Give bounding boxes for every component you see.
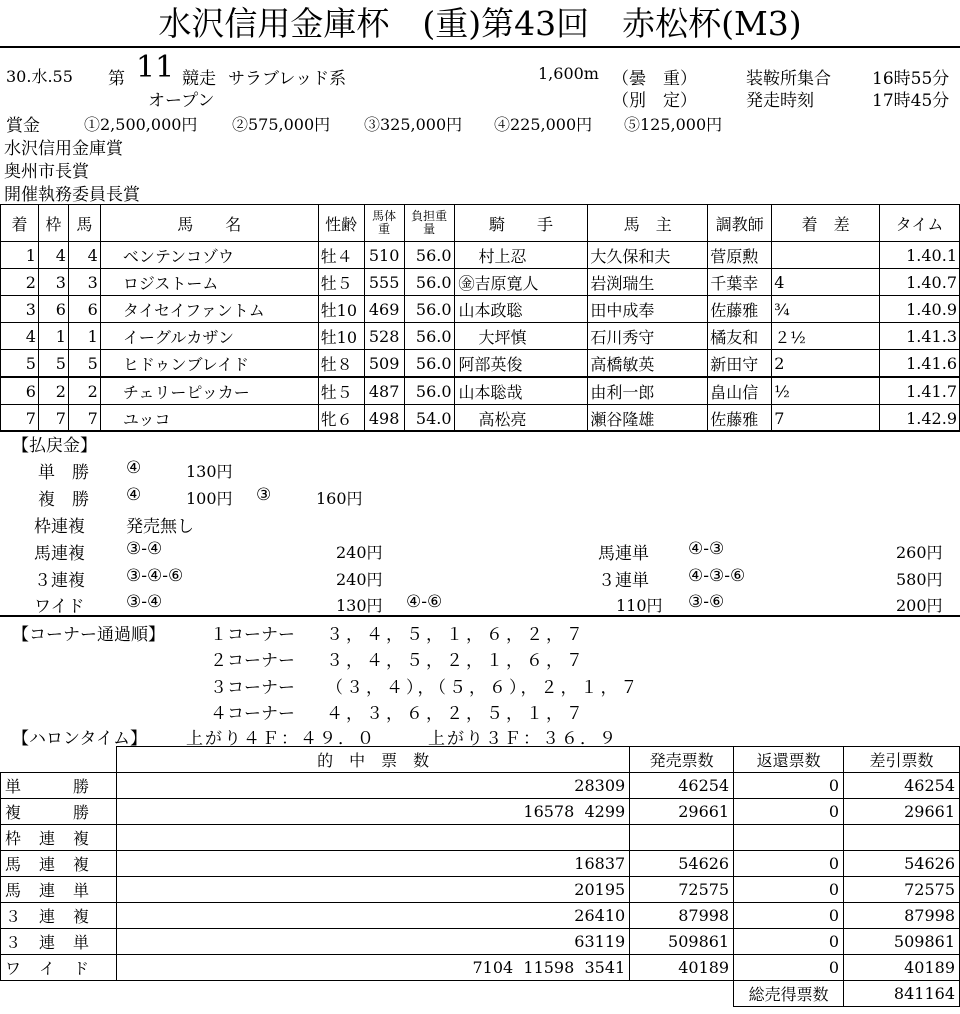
sanren-fuku-amount: 240円: [336, 570, 383, 589]
result-horse-weight: 498: [364, 405, 404, 432]
results-header-row: [1, 205, 960, 242]
votes-header-refund: 返還票数: [734, 747, 844, 773]
header-time: タイム: [879, 205, 959, 242]
votes-hit: 20195: [116, 877, 629, 903]
result-kinryo: 56.0: [404, 296, 454, 323]
votes-refund: 0: [734, 955, 844, 981]
votes-hit: 7104 11598 3541: [116, 955, 629, 981]
result-jockey: 阿部英俊: [454, 350, 588, 378]
result-sex-age: 牡５: [318, 269, 364, 296]
votes-bet-type: ３ 連 複: [1, 903, 117, 929]
result-trainer: 佐藤雅: [708, 296, 772, 323]
assembly-label: 装鞍所集合: [746, 69, 831, 89]
votes-refund: 0: [734, 929, 844, 955]
result-uma: 5: [68, 350, 100, 378]
umaren-tan-label: 馬連単: [598, 544, 649, 564]
result-time: 1.40.1: [879, 242, 959, 269]
result-uma: 1: [68, 323, 100, 350]
votes-sold: 509861: [630, 929, 734, 955]
result-trainer: 畠山信: [708, 377, 772, 405]
votes-refund: 0: [734, 851, 844, 877]
votes-sold: 40189: [630, 955, 734, 981]
votes-net: [844, 825, 960, 851]
votes-corner-cell: [1, 747, 117, 773]
corner-2-order: ３，４，５，２，１，６，７: [326, 651, 586, 671]
assembly-time: 16時55分: [872, 69, 950, 89]
corner-3-name: ３コーナー: [210, 678, 295, 698]
result-horse-name: ヒドゥンブレイド: [100, 350, 318, 378]
result-owner: 大久保和夫: [588, 242, 708, 269]
result-sex-age: 牡５: [318, 377, 364, 405]
result-owner: 石川秀守: [588, 323, 708, 350]
result-horse-name: ベンテンコゾウ: [100, 242, 318, 269]
result-jockey: ㊎吉原寛人: [454, 269, 588, 296]
result-kinryo: 56.0: [404, 377, 454, 405]
table-row: [1, 903, 960, 929]
award-2: 奥州市長賞: [4, 162, 89, 182]
votes-hit: 26410: [116, 903, 629, 929]
header-pos: 着: [1, 205, 39, 242]
table-row: [1, 405, 960, 432]
award-1: 水沢信用金庫賞: [4, 139, 123, 159]
result-pos: 1: [1, 242, 39, 269]
result-waku: 5: [38, 350, 68, 378]
race-kyoso: 競走: [182, 69, 216, 89]
table-row: [1, 242, 960, 269]
umaren-fuku-amount: 240円: [336, 543, 383, 562]
result-owner: 岩渕瑞生: [588, 269, 708, 296]
fukusho-combo-2: ③: [256, 485, 272, 505]
umaren-fuku-label: 馬連複: [34, 544, 85, 564]
result-time: 1.41.7: [879, 377, 959, 405]
award-3: 開催執務委員長賞: [4, 185, 140, 205]
table-row: [1, 929, 960, 955]
votes-total-row: [1, 981, 960, 1007]
wide-combo-3: ③-⑥: [688, 592, 725, 612]
table-row: [1, 269, 960, 296]
tansho-label: 単 勝: [38, 463, 89, 483]
votes-bet-type: 単 勝: [1, 773, 117, 799]
race-class: オープン: [148, 91, 215, 111]
header-jockey: 騎 手: [454, 205, 588, 242]
result-horse-name: タイセイファントム: [100, 296, 318, 323]
prize-3: ③325,000円: [364, 115, 463, 134]
result-trainer: 佐藤雅: [708, 405, 772, 432]
result-sex-age: 牡４: [318, 242, 364, 269]
race-weight-rule: （別 定）: [612, 91, 697, 111]
sanren-tan-label: ３連単: [598, 571, 649, 591]
result-uma: 4: [68, 242, 100, 269]
result-owner: 由利一郎: [588, 377, 708, 405]
result-pos: 2: [1, 269, 39, 296]
result-owner: 瀬谷隆雄: [588, 405, 708, 432]
result-waku: 1: [38, 323, 68, 350]
result-time: 1.42.9: [879, 405, 959, 432]
result-time: 1.41.6: [879, 350, 959, 378]
title-divider: [0, 46, 960, 48]
results-table: [0, 204, 960, 432]
post-time: 17時45分: [872, 91, 950, 111]
header-name: 馬 名: [100, 205, 318, 242]
wakuren-note: 発売無し: [126, 517, 194, 537]
result-margin: ¾: [772, 296, 880, 323]
race-breed: サラブレッド系: [228, 69, 347, 89]
result-horse-name: イーグルカザン: [100, 323, 318, 350]
votes-header-sold: 発売票数: [630, 747, 734, 773]
prize-5: ⑤125,000円: [624, 115, 723, 134]
header-owner: 馬 主: [588, 205, 708, 242]
result-owner: 高橋敏英: [588, 350, 708, 378]
header-trainer: 調教師: [708, 205, 772, 242]
votes-bet-type: ワ イ ド: [1, 955, 117, 981]
table-row: [1, 825, 960, 851]
votes-refund: 0: [734, 773, 844, 799]
result-pos: 3: [1, 296, 39, 323]
sanren-tan-amount: 580円: [896, 570, 943, 589]
page-title: 水沢信用金庫杯 (重)第43回 赤松杯(M3): [158, 4, 802, 43]
result-horse-weight: 487: [364, 377, 404, 405]
result-horse-weight: 509: [364, 350, 404, 378]
result-time: 1.41.3: [879, 323, 959, 350]
result-trainer: 橘友和: [708, 323, 772, 350]
payout-divider: [0, 430, 960, 432]
race-weather: （曇 重）: [612, 69, 697, 89]
result-horse-name: ロジストーム: [100, 269, 318, 296]
fukusho-amount-1: 100円: [186, 489, 233, 508]
tansho-amount: 130円: [186, 462, 233, 481]
result-kinryo: 54.0: [404, 405, 454, 432]
header-weight: 馬体重: [364, 205, 404, 242]
post-time-label: 発走時刻: [746, 91, 814, 111]
votes-hit: [116, 825, 629, 851]
result-jockey: 大坪慎: [454, 323, 588, 350]
wide-label: ワイド: [34, 597, 85, 617]
corner-divider: [0, 615, 960, 617]
votes-bet-type: ３ 連 単: [1, 929, 117, 955]
sanren-tan-combo: ④-③-⑥: [688, 566, 746, 586]
votes-table: [0, 746, 960, 1007]
votes-net: 54626: [844, 851, 960, 877]
votes-header-row: [1, 747, 960, 773]
corner-4-order: ４，３，６，２，５，１，７: [326, 704, 586, 724]
result-horse-weight: 469: [364, 296, 404, 323]
result-sex-age: 牡８: [318, 350, 364, 378]
votes-bet-type: 馬 連 単: [1, 877, 117, 903]
votes-refund: 0: [734, 903, 844, 929]
result-jockey: 山本政聡: [454, 296, 588, 323]
agari-4f: 上がり４Ｆ：４９．０: [186, 729, 376, 749]
votes-sold: 54626: [630, 851, 734, 877]
votes-refund: [734, 825, 844, 851]
result-waku: 6: [38, 296, 68, 323]
result-pos: 5: [1, 350, 39, 378]
header-margin: 着 差: [772, 205, 880, 242]
fukusho-label: 複 勝: [38, 490, 89, 510]
header-sex: 性齢: [318, 205, 364, 242]
result-time: 1.40.7: [879, 269, 959, 296]
votes-hit: 16578 4299: [116, 799, 629, 825]
prize-1: ①2,500,000円: [84, 115, 198, 134]
result-horse-weight: 555: [364, 269, 404, 296]
agari-3f: 上がり３Ｆ：３６．９: [428, 729, 618, 749]
result-time: 1.40.9: [879, 296, 959, 323]
result-pos: 6: [1, 377, 39, 405]
fukusho-amount-2: 160円: [316, 489, 363, 508]
wide-amount-3: 200円: [896, 596, 943, 615]
votes-net: 46254: [844, 773, 960, 799]
votes-sold: [630, 825, 734, 851]
wakuren-label: 枠連複: [34, 517, 85, 537]
result-kinryo: 56.0: [404, 323, 454, 350]
result-uma: 2: [68, 377, 100, 405]
tansho-combo: ④: [126, 458, 142, 478]
result-margin: ½: [772, 377, 880, 405]
result-jockey: 高松亮: [454, 405, 588, 432]
votes-sold: 87998: [630, 903, 734, 929]
table-row: [1, 799, 960, 825]
furlong-label: 【ハロンタイム】: [12, 729, 147, 749]
result-jockey: 村上忍: [454, 242, 588, 269]
result-margin: 2: [772, 350, 880, 378]
votes-net: 87998: [844, 903, 960, 929]
corner-4-name: ４コーナー: [210, 704, 295, 724]
result-horse-name: チェリーピッカー: [100, 377, 318, 405]
corner-label: 【コーナー通過順】: [12, 625, 165, 645]
result-sex-age: 牡10: [318, 296, 364, 323]
prize-2: ②575,000円: [232, 115, 331, 134]
table-row: [1, 773, 960, 799]
table-row: [1, 350, 960, 378]
umaren-fuku-combo: ③-④: [126, 539, 163, 559]
table-row: [1, 877, 960, 903]
votes-refund: 0: [734, 799, 844, 825]
result-margin: ２½: [772, 323, 880, 350]
table-row: [1, 955, 960, 981]
corner-1-name: １コーナー: [210, 625, 295, 645]
votes-hit: 16837: [116, 851, 629, 877]
wide-amount-1: 130円: [336, 596, 383, 615]
votes-bet-type: 枠 連 複: [1, 825, 117, 851]
votes-bet-type: 馬 連 複: [1, 851, 117, 877]
votes-sold: 29661: [630, 799, 734, 825]
wide-amount-2: 110円: [616, 596, 663, 615]
result-pos: 7: [1, 405, 39, 432]
result-waku: 2: [38, 377, 68, 405]
result-horse-name: ユッコ: [100, 405, 318, 432]
table-row: [1, 851, 960, 877]
votes-hit: 63119: [116, 929, 629, 955]
prize-label: 賞金: [6, 116, 40, 136]
votes-total: 841164: [844, 981, 960, 1007]
sanren-fuku-combo: ③-④-⑥: [126, 566, 184, 586]
result-kinryo: 56.0: [404, 242, 454, 269]
header-uma: 馬: [68, 205, 100, 242]
result-horse-weight: 510: [364, 242, 404, 269]
result-margin: 4: [772, 269, 880, 296]
fukusho-combo-1: ④: [126, 485, 142, 505]
result-kinryo: 56.0: [404, 269, 454, 296]
votes-sold: 72575: [630, 877, 734, 903]
corner-3-order: （３，４），（５，６），２，１，７: [326, 678, 641, 698]
wide-combo-1: ③-④: [126, 592, 163, 612]
result-uma: 3: [68, 269, 100, 296]
votes-net: 72575: [844, 877, 960, 903]
votes-sold: 46254: [630, 773, 734, 799]
wide-combo-2: ④-⑥: [406, 592, 443, 612]
umaren-tan-combo: ④-③: [688, 539, 725, 559]
result-margin: 7: [772, 405, 880, 432]
corner-1-order: ３，４，５，１，６，２，７: [326, 625, 586, 645]
header-waku: 枠: [38, 205, 68, 242]
race-date: 30.水.55: [6, 67, 73, 86]
sanren-fuku-label: ３連複: [34, 571, 85, 591]
umaren-tan-amount: 260円: [896, 543, 943, 562]
votes-refund: 0: [734, 877, 844, 903]
votes-header-hit: 的 中 票 数: [116, 747, 629, 773]
payout-label: 【払戻金】: [12, 436, 97, 456]
votes-net: 509861: [844, 929, 960, 955]
votes-bet-type: 複 勝: [1, 799, 117, 825]
result-pos: 4: [1, 323, 39, 350]
result-waku: 4: [38, 242, 68, 269]
result-waku: 3: [38, 269, 68, 296]
votes-total-label: 総売得票数: [734, 981, 844, 1007]
votes-header-net: 差引票数: [844, 747, 960, 773]
table-row: [1, 377, 960, 405]
votes-total-spacer: [1, 981, 734, 1007]
corner-2-name: ２コーナー: [210, 651, 295, 671]
table-row: [1, 323, 960, 350]
result-sex-age: 牝６: [318, 405, 364, 432]
result-margin: [772, 242, 880, 269]
result-uma: 7: [68, 405, 100, 432]
votes-net: 40189: [844, 955, 960, 981]
result-waku: 7: [38, 405, 68, 432]
result-owner: 田中成奉: [588, 296, 708, 323]
votes-net: 29661: [844, 799, 960, 825]
result-jockey: 山本聡哉: [454, 377, 588, 405]
prize-4: ④225,000円: [494, 115, 593, 134]
result-trainer: 千葉幸: [708, 269, 772, 296]
race-dai: 第: [108, 69, 125, 89]
result-trainer: 菅原勲: [708, 242, 772, 269]
result-uma: 6: [68, 296, 100, 323]
result-sex-age: 牡10: [318, 323, 364, 350]
race-number: 11: [136, 50, 175, 85]
votes-hit: 28309: [116, 773, 629, 799]
result-trainer: 新田守: [708, 350, 772, 378]
result-horse-weight: 528: [364, 323, 404, 350]
table-row: [1, 296, 960, 323]
result-kinryo: 56.0: [404, 350, 454, 378]
race-distance: 1,600m: [538, 64, 599, 83]
header-kinryo: 負担重量: [404, 205, 454, 242]
